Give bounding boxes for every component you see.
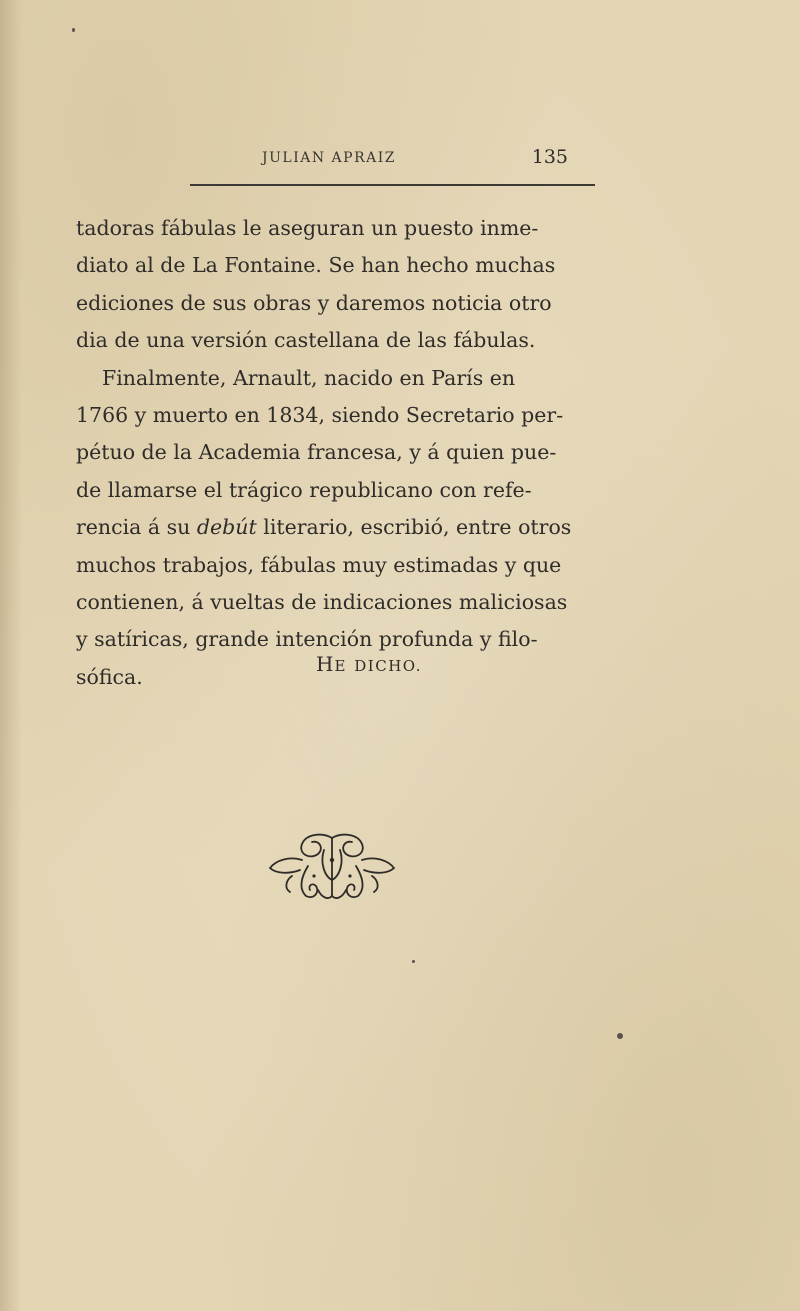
text-line: sófica. — [76, 664, 143, 689]
italic-word: debút — [196, 515, 257, 540]
running-head: JULIAN APRAIZ — [262, 150, 396, 166]
closing-signature: HE DICHO. — [316, 652, 422, 676]
page-number: 135 — [531, 146, 568, 168]
paper-speck — [412, 960, 415, 963]
header-rule — [190, 184, 595, 186]
text-line: Finalmente, Arnault, nacido en París en — [102, 365, 516, 390]
text-line: 1766 y muerto en 1834, siendo Secretario per- — [76, 402, 564, 427]
paper-speck — [617, 1033, 623, 1039]
text-line: muchos trabajos, fábulas muy estimadas y que — [76, 552, 562, 577]
text-line: ediciones de sus obras y daremos noticia otro — [76, 290, 552, 315]
page-edge-shadow — [0, 0, 22, 1311]
floral-vignette-icon — [262, 830, 402, 904]
text-line: tadoras fábulas le aseguran un puesto inme- — [76, 216, 539, 240]
text-line: y satíricas, grande intención profunda y filo- — [76, 627, 538, 652]
text-line: diato al de La Fontaine. Se han hecho muchas — [76, 253, 556, 278]
text-line: dia de una versión castellana de las fábulas. — [76, 328, 536, 353]
text-line: contienen, á vueltas de indicaciones maliciosas — [76, 589, 568, 614]
page-header — [190, 146, 596, 172]
text-line: de llamarse el trágico republicano con refe- — [76, 477, 532, 502]
paper-speck — [72, 28, 75, 32]
text-line: pétuo de la Academia francesa, y á quien pue- — [76, 440, 557, 465]
body-paragraphs — [76, 210, 594, 696]
text-line: rencia á su debút literario, escribió, entre otros — [76, 515, 572, 540]
